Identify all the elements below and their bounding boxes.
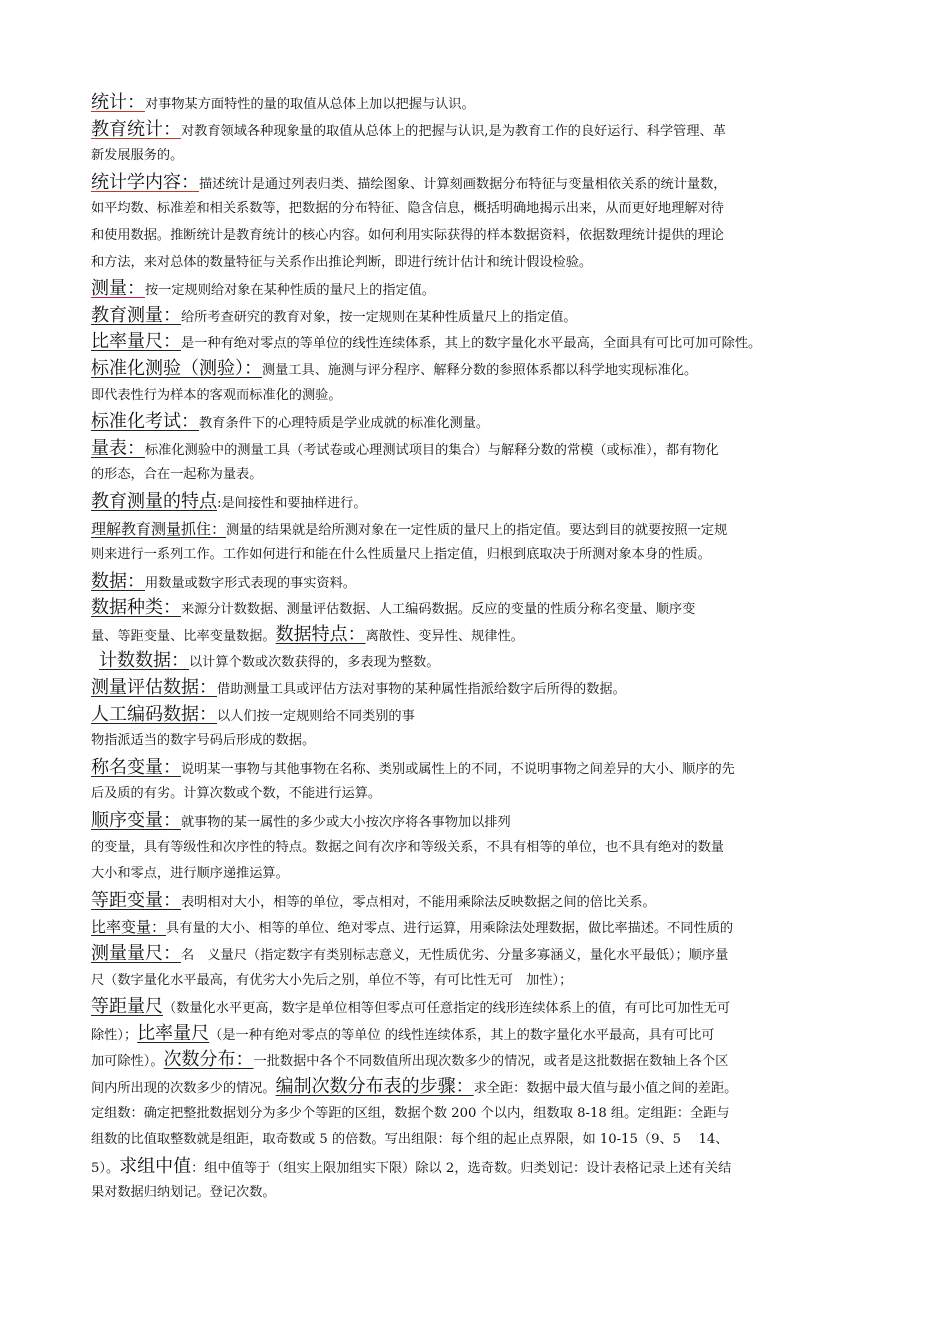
term-heading: 人工编码数据：	[91, 703, 217, 725]
term-heading: 测量评估数据：	[91, 677, 217, 699]
definition-text: 新发展服务的。	[91, 148, 184, 164]
term-heading: 教育测量的特点	[91, 490, 217, 512]
text-line	[91, 1021, 861, 1048]
definition-text: ：组中值等于（组实上限加组实下限）除以 2，选奇数。归类划记：设计表格记录上述有关结	[191, 1160, 732, 1176]
definition-text: （是一种有绝对零点的等单位 的线性连续体系，其上的数字量化水平最高，具有可比可	[209, 1027, 715, 1043]
text-line	[91, 196, 861, 223]
text-line	[91, 994, 861, 1021]
definition-text: 量、等距变量、比率变量数据。	[91, 628, 276, 644]
definition-text: 给所考查研究的教育对象，按一定规则在某种性质量尺上的指定值。	[181, 309, 577, 325]
text-line	[91, 835, 861, 862]
term-heading: 标准化测验（测验）：	[91, 357, 262, 379]
text-line	[91, 595, 861, 622]
term-heading: 次数分布：	[163, 1049, 254, 1071]
definition-text: 一批数据中各个不同数值所出现次数多少的情况，或者是这批数据在数轴上各个区	[253, 1054, 729, 1070]
text-line	[91, 861, 861, 888]
definition-text: 测量的结果就是给所测对象在一定性质的量尺上的指定值。要达到目的就要按照一定规	[226, 522, 728, 538]
term-heading: 教育测量：	[91, 304, 181, 326]
definition-text: 大小和零点，进行顺序递推运算。	[91, 866, 289, 882]
definition-text: 定组数：确定把整批数据划分为多少个等距的区组，数据个数 200 个以内，组数取 8-18 组。定组距：全距与	[91, 1105, 730, 1121]
text-line	[91, 569, 861, 596]
definition-text: 的变量，具有等级性和次序性的特点。数据之间有次序和等级关系，不具有相等的单位，也不具有绝对的数量	[91, 839, 724, 855]
definition-text: 加可除性）。	[91, 1054, 164, 1070]
text-line	[91, 90, 861, 117]
definition-text: 教育条件下的心理特质是学业成就的标准化测量。	[199, 416, 490, 432]
definition-text: 是一种有绝对零点的等单位的线性连续体系，其上的数字量化水平最高，全面具有可比可加可除性。	[181, 336, 762, 352]
definition-text: 借助测量工具或评估方法对事物的某种属性指派给数字后所得的数据。	[217, 682, 626, 698]
definition-text: 的形态，合在一起称为量表。	[91, 467, 263, 483]
definition-text: 求全距：数据中最大值与最小值之间的差距。	[473, 1080, 738, 1096]
term-heading: 测量：	[91, 278, 145, 300]
text-line	[91, 516, 861, 543]
term-heading: 数据种类：	[91, 597, 181, 619]
definition-text: 就事物的某一属性的多少或大小按次序将各事物加以排列	[181, 815, 511, 831]
text-line	[91, 462, 861, 489]
term-heading: 数据特点：	[275, 623, 366, 645]
definition-text: 物指派适当的数字号码后形成的数据。	[91, 733, 316, 749]
definition-text: 5）。	[91, 1160, 120, 1176]
definition-text: 名 义量尺（指定数字有类别标志意义，无性质优劣、分量多寡涵义，量化水平最低）；顺序量	[181, 948, 729, 963]
definition-text: 以人们按一定规则给不同类别的事	[217, 708, 415, 724]
definition-text: 除性）；	[91, 1027, 138, 1043]
text-line	[91, 383, 861, 410]
definition-text: :是间接性和要抽样进行。	[217, 495, 367, 511]
text-line	[91, 250, 861, 277]
term-heading: 教育统计：	[91, 118, 181, 140]
text-line	[91, 675, 861, 702]
term-heading: 统计学内容：	[91, 171, 199, 193]
term-heading: 测量量尺：	[91, 943, 181, 964]
term-heading: 称名变量：	[91, 756, 181, 778]
term-heading: 计数数据：	[99, 650, 189, 672]
term-heading: 等距变量：	[91, 889, 181, 911]
definition-text: 尺（数字量化水平最高，有优劣大小先后之别，单位不等，有可比性无可 加性）；	[91, 972, 573, 988]
text-line	[91, 728, 861, 755]
document-page	[91, 90, 861, 1207]
text-line	[91, 808, 861, 835]
definition-text: 标准化测验中的测量工具（考试卷或心理测试项目的集合）与解释分数的常模（或标准），都有物化	[145, 442, 719, 458]
term-heading: 比率量尺：	[91, 331, 181, 353]
term-heading: 数据：	[91, 570, 145, 592]
definition-text: 组数的比值取整数就是组距，取奇数或 5 的倍数。写出组限：每个组的起止点界限，如 10-15（9、5 14、	[91, 1132, 729, 1148]
definition-text: 来源分计数数据、测量评估数据、人工编码数据。反应的变量的性质分称名变量、顺序变	[181, 602, 696, 618]
definition-text: 说明某一事物与其他事物在名称、类别或属性上的不同，不说明事物之间差异的大小、顺序的先	[181, 761, 735, 777]
text-line	[91, 143, 861, 170]
text-line	[91, 356, 861, 383]
text-line	[91, 436, 861, 463]
term-heading: 比率量尺	[137, 1022, 210, 1044]
definition-text: 对教育领域各种现象量的取值从总体上的把握与认识,是为教育工作的良好运行、科学管理、革	[181, 123, 726, 139]
text-line	[91, 1047, 861, 1074]
text-line	[91, 941, 861, 968]
definition-text: 测量工具、施测与评分程序、解释分数的参照体系都以科学地实现标准化。	[262, 362, 698, 378]
definition-text: 则来进行一系列工作。工作如何进行和能在什么性质量尺上指定值，归根到底取决于所测对象本身的性质。	[91, 547, 711, 563]
text-line	[91, 755, 861, 782]
term-heading: 编制次数分布表的步骤：	[275, 1075, 474, 1097]
term-heading: 标准化考试：	[91, 411, 199, 433]
text-line	[91, 781, 861, 808]
definition-text: 即代表性行为样本的客观而标准化的测验。	[91, 387, 342, 403]
definition-text: 如平均数、标准差和相关系数等，把数据的分布特征、隐含信息，概括明确地揭示出来，从而更好地理解对待	[91, 201, 724, 217]
text-line	[91, 223, 861, 250]
text-line	[91, 409, 861, 436]
term-heading: 等距量尺	[91, 996, 163, 1018]
term-heading: 理解教育测量抓住：	[91, 519, 227, 538]
definition-text: 描述统计是通过列表归类、描绘图象、计算刻画数据分布特征与变量相依关系的统计量数，	[199, 176, 727, 192]
term-heading: 顺序变量：	[91, 810, 181, 832]
definition-text: 后及质的有劣。计算次数或个数，不能进行运算。	[91, 786, 382, 802]
definition-text: 具有量的大小、相等的单位、绝对零点、进行运算，用乘除法处理数据，做比率描述。不同性质的	[166, 921, 734, 937]
text-line	[91, 648, 861, 675]
text-line	[91, 888, 861, 915]
text-line	[91, 622, 861, 649]
text-line	[91, 1180, 861, 1207]
text-line	[91, 914, 861, 941]
text-line	[91, 542, 861, 569]
text-line	[91, 1127, 861, 1154]
definition-text: 果对数据归纳划记。登记次数。	[91, 1185, 276, 1201]
text-line	[91, 117, 861, 144]
definition-text: 离散性、变异性、规律性。	[365, 628, 524, 644]
text-line	[91, 1154, 861, 1181]
text-line	[91, 489, 861, 516]
definition-text: 表明相对大小，相等的单位，零点相对，不能用乘除法反映数据之间的倍比关系。	[181, 894, 656, 910]
term-heading: 量表：	[91, 437, 145, 459]
definition-text: 对事物某方面特性的量的取值从总体上加以把握与认识。	[145, 97, 475, 112]
text-line	[91, 968, 861, 995]
text-line	[91, 276, 861, 303]
text-line	[91, 1101, 861, 1128]
definition-text: 和方法，来对总体的数量特征与关系作出推论判断，即进行统计估计和统计假设检验。	[91, 254, 593, 270]
definition-text: 以计算个数或次数获得的，多表现为整数。	[189, 655, 440, 671]
definition-text: 按一定规则给对象在某种性质的量尺上的指定值。	[145, 283, 436, 299]
text-line	[91, 329, 861, 356]
definition-text: 用数量或数字形式表现的事实资料。	[145, 575, 356, 591]
definition-text: （数量化水平更高，数字是单位相等但零点可任意指定的线形连续体系上的值，有可比可加性无可	[163, 1001, 731, 1017]
text-line	[91, 170, 861, 197]
term-heading: 比率变量：	[91, 918, 167, 937]
term-heading: 统计：	[91, 92, 145, 113]
term-heading: 求组中值	[119, 1155, 192, 1177]
text-line	[91, 702, 861, 729]
text-line	[91, 303, 861, 330]
text-line	[91, 1074, 861, 1101]
definition-text: 和使用数据。推断统计是教育统计的核心内容。如何利用实际获得的样本数据资料，依据数理统计提供的理论	[91, 227, 724, 243]
definition-text: 间内所出现的次数多少的情况。	[91, 1080, 276, 1096]
